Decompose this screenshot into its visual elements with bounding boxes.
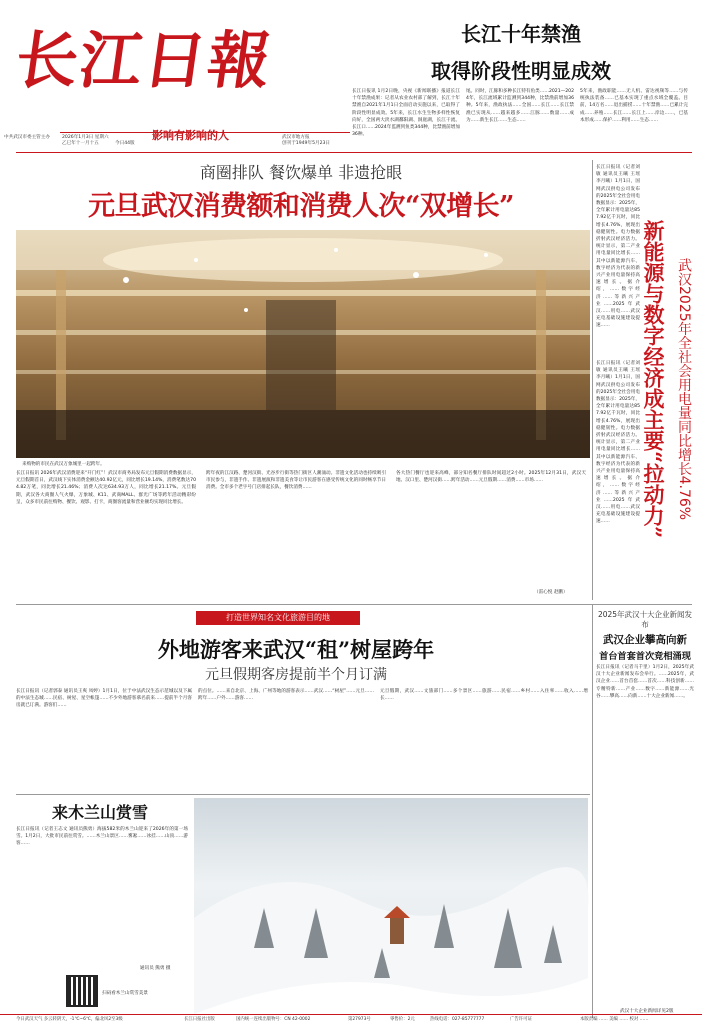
top-body-col2: 尾。同时，江豚和多种长江特有鱼类……2021—2024年，长江流域累计监测到344种，比禁渔前增加36种。5年来，渔政执法……全国……长江……长江禁渔已实现从……越来越多……江豚……数量……成为……新生长江……生态…… <box>466 89 574 123</box>
right-feature-body: 长江日报讯（记者刘敏 通讯员王曦 王瑶 李月曦）1月1日，国网武汉供电公司发布的2025年全社会用电数据显示：2025年，全年累计用电量达857.92亿千瓦时，同比增长4.76%，展现出稳健韧性。电力数据折射武汉经济活力。统计显示，第二产业用电量同比增长……其中以新能源汽车、数字经济为代表的新兴产业用电量保持高速增长。据介绍，……数字经济……等新兴产业……2025年武汉……用电……武汉充电基础设施建设提速…… <box>596 165 640 329</box>
issue: 今日44版 <box>115 141 135 146</box>
banner-body-3: 各大热门餐厅也迎来高峰，部分知名餐厅排队时间超过2小时。2025年12月31日，武汉天地、汉口里、楚河汉街……跨年活动……元旦假期……消费……市场…… <box>396 471 586 484</box>
founded: 创刊于1949年5月23日 <box>282 141 331 146</box>
right-lower-kicker: 2025年武汉十大企业新闻发布 <box>597 610 693 629</box>
edition-left: 武汉市地方报 <box>282 135 310 140</box>
banner-headline[interactable]: 元旦武汉消费额和消费人次“双增长” <box>88 191 514 222</box>
banner-body-1: 长江日报讯 2026年武汉消费迎来“开门红”！武汉市商务局发布元旦假期消费数据显示，元旦假期首日，武汉线下实体消费金额达40.92亿元，同比增长19.14%，消费笔数达704.82万笔，同比增长21.46%；消费人次达634.93万人，同比增长21.17%。元旦假期，武汉各大商圈人气火爆，万象城、K11、武商MALL、群光广场等跨年活动精彩纷呈，众多市民前往购物、餐饮、观影、打卡，商圈客流量和营业额均实现同比增长。 <box>16 471 196 505</box>
issue-number: 第27973号 <box>348 1017 371 1022</box>
mid-headline[interactable]: 外地游客来武汉“租”树屋跨年 <box>157 637 435 662</box>
banner-byline: （雷心悦 赵鹏） <box>534 590 568 595</box>
right-lower-body: 长江日报讯（记者马千里）1月2日，2025年武汉十大企业新闻发布会举行。……2025年，武汉企业……首台首套……首次……科技创新……专精特新……产业……数字……新能源……光谷……攀高……向新……十大企业新闻……。 <box>596 665 694 699</box>
slogan: 影响有影响的人 <box>152 129 229 142</box>
top-headline-2[interactable]: 取得阶段性明显成效 <box>431 59 611 83</box>
snow-photo <box>194 798 588 1014</box>
date-line: 2026年1月3日 星期六 <box>62 135 109 140</box>
snow-photo-art <box>194 798 588 1014</box>
weather: 今日武汉天气 多云转阴天，-1℃~6℃，偏北风2至3级 <box>16 1017 123 1022</box>
cn-number: 国内统一连续出版物号：CN 42-0002 <box>236 1017 311 1022</box>
snow-credit: 通讯员 熊勇 摄 <box>140 966 171 971</box>
right-lower-footer: 武汉十大企业新闻详见2版 <box>620 1009 674 1014</box>
vertical-headline-1[interactable]: 新能源与数字经济成主要“拉动力” <box>641 220 666 539</box>
cn-code: 中共武汉市委主管主办 <box>4 135 50 140</box>
mid-divider <box>16 604 692 605</box>
top-body-col1: 长江日报讯 1月2日晚，央视《新闻联播》报道长江十年禁渔成果：记者从农业农村部了解到，长江十年禁渔自2021年1月1日全面启动实施以来，已取得了阶段性明显成效。5年来，长江水生生物多样性恢复向好，全国两大淡水湖鄱阳湖、洞庭湖，长江干流、长江口……2024年监测到鱼类344种，比禁渔前增加36种。 <box>352 89 460 138</box>
mall-photo <box>16 230 590 458</box>
right-col-divider <box>592 160 593 600</box>
right-lower-headline-1[interactable]: 武汉企业攀高向新 <box>603 634 687 646</box>
price: 零售价：2元 <box>390 1017 415 1022</box>
snow-headline[interactable]: 来木兰山赏雪 <box>51 803 148 822</box>
ad-license: 广告许可证 <box>510 1017 532 1022</box>
phone: 热线电话：027-85777777 <box>430 1017 485 1022</box>
mid-label-text: 打造世界知名文化旅游目的地 <box>226 613 330 622</box>
masthead-title: 长江日報 <box>10 24 278 97</box>
vertical-headline-2[interactable]: 武汉2025年全社会用电量同比增长4.76% <box>676 258 692 521</box>
masthead-logo <box>10 6 286 116</box>
mid-subhead: 元旦假期客房提前半个月订满 <box>205 667 387 683</box>
banner-body-2: 跨年夜的江汉路、楚河汉街、光谷步行街等热门街区人潮涌动。非遗文化活动也持续吸引市民参与，非遗手作、非遗展演和非遗美食等让市民游客在感受传统文化的同时畅享节日消费。全市多个老字号门店排起长队，餐饮消费…… <box>206 471 386 491</box>
qr-text: 扫码看木兰山赏雪美景 <box>102 991 148 996</box>
top-body-col3: 5年来，渔政职能……无人机、雷达视频等……与传统执法装备……已基本实现了重点水域全覆盖。目前，14万名……退出捕捞……十年禁渔……已累计完成……养殖……长江……长江上……岸边……，已基本形成……保护……利用……生态…… <box>580 89 688 123</box>
bottom-bar <box>0 1015 702 1024</box>
banner-kicker: 商圈排队 餐饮爆单 非遗抢眼 <box>199 163 403 182</box>
mall-photo-caption: 来购物的市民在武汉万象城里一起跨年。 <box>22 462 105 467</box>
right-lower-divider <box>592 604 593 1018</box>
snow-divider <box>16 794 590 795</box>
mall-photo-art <box>16 230 590 458</box>
qr-code[interactable] <box>66 975 98 1007</box>
print-staff: 本版责编 …… 美编 …… 校对 …… <box>580 1017 649 1022</box>
top-story <box>350 14 692 154</box>
mid-body-3: 元旦假期，武汉……文旅部门……多个景区……旅游……民宿……乡村……入住率……收入……增长…… <box>380 689 588 702</box>
header-divider <box>16 152 692 153</box>
mid-label <box>196 611 360 625</box>
lunar: 乙巳年十一月十五 <box>62 141 99 146</box>
masthead-info <box>4 129 350 150</box>
mid-body-1: 长江日报讯（记者郭泰 通讯员王爽 凤婷）1月1日，位于中法武汉生态示范城以及下属的中法生态城……民宿、树屋、星空帐篷……不少外地游客慕名前来……提前半个月客房就已订满。游客们…… <box>16 689 192 709</box>
publisher: 长江日报社出版 <box>184 1017 215 1022</box>
mid-body-2: 的点位。……来自北京、上海、广州等地的游客表示……武汉……“树屋”……元旦……跨年……户外……游客…… <box>198 689 374 702</box>
snow-body: 长江日报讯（记者王志文 通讯员熊勇）海拔582米的木兰山迎来了2026年的第一场雪。1月2日，大批市民前往赏雪。……木兰山景区……雾凇……冰挂……山顶……游客…… <box>16 827 188 847</box>
right-lower-headline-2[interactable]: 首台首套首次竞相涌现 <box>599 651 691 662</box>
top-headline-1[interactable]: 长江十年禁渔 <box>461 22 581 46</box>
right-feature-body-2: 长江日报讯（记者刘敏 通讯员王曦 王瑶 李月曦）1月1日，国网武汉供电公司发布的2025年全社会用电数据显示：2025年，全年累计用电量达857.92亿千瓦时，同比增长4.76%，展现出稳健韧性。电力数据折射武汉经济活力。统计显示，第二产业用电量同比增长……其中以新能源汽车、数字经济为代表的新兴产业用电量保持高速增长。据介绍，……数字经济……等新兴产业……2025年武汉……用电……武汉充电基础设施建设提速…… <box>596 361 640 525</box>
